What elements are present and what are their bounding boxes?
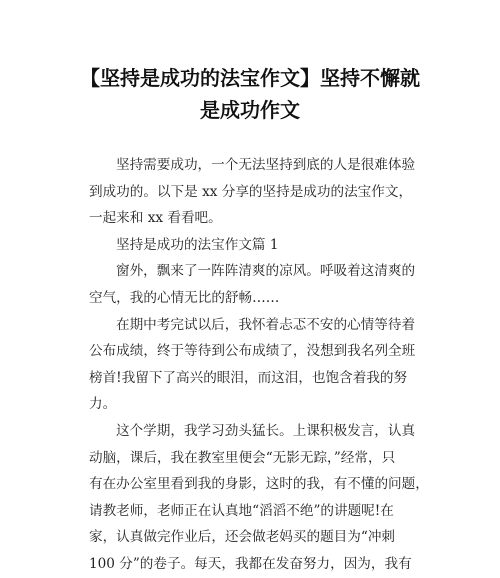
text-line: 有在办公室里看到我的身影，这时的我，有不懂的问题，: [89, 476, 429, 493]
text-line: 公布成绩，终于等待到公布成绩了，没想到我名列全班: [89, 343, 416, 360]
text-line: 空气，我的心情无比的舒畅……: [89, 289, 280, 306]
paragraph-window: [89, 258, 421, 311]
paragraph-exam: [89, 312, 421, 418]
text-line: 动脑，课后，我在教室里便会“无影无踪，”经常，只: [89, 449, 396, 466]
text-line: 榜首!我留下了高兴的眼泪，而这泪，也饱含着我的努: [89, 369, 408, 386]
text-line: 请教老师，老师正在认真地“滔滔不绝”的讲题呢!在: [89, 502, 394, 519]
section-heading: [89, 232, 421, 259]
text-line: 到成功的。以下是 xx 分享的坚持是成功的法宝作文，: [89, 183, 413, 200]
text-line: 窗外，飘来了一阵阵清爽的凉风。呼吸着这清爽的: [116, 263, 416, 280]
text-line: 100 分”的卷子。每天，我都在发奋努力，因为，我有: [89, 555, 412, 572]
text-line: 家，认真做完作业后，还会做老妈买的题目为“冲刺: [89, 529, 396, 546]
title-line-2: 是成功作文: [200, 98, 300, 122]
text-line: 坚持需要成功，一个无法坚持到底的人是很难体验: [116, 157, 416, 173]
paragraph-intro: [89, 152, 421, 232]
text-line: 在期中考完试以后，我怀着忐忑不安的心情等待着: [116, 316, 416, 333]
document-title: [60, 62, 440, 126]
text-line: 一起来和 xx 看看吧。: [89, 210, 222, 227]
text-line: 这个学期，我学习劲头猛长。上课积极发言，认真: [116, 422, 416, 439]
text-line: 力。: [89, 396, 117, 413]
title-line-1: 【坚持是成功的法宝作文】坚持不懈就: [80, 66, 420, 90]
document-body: [89, 152, 429, 578]
paragraph-semester: [89, 418, 429, 578]
section-heading-text: 坚持是成功的法宝作文篇 1: [116, 236, 279, 253]
